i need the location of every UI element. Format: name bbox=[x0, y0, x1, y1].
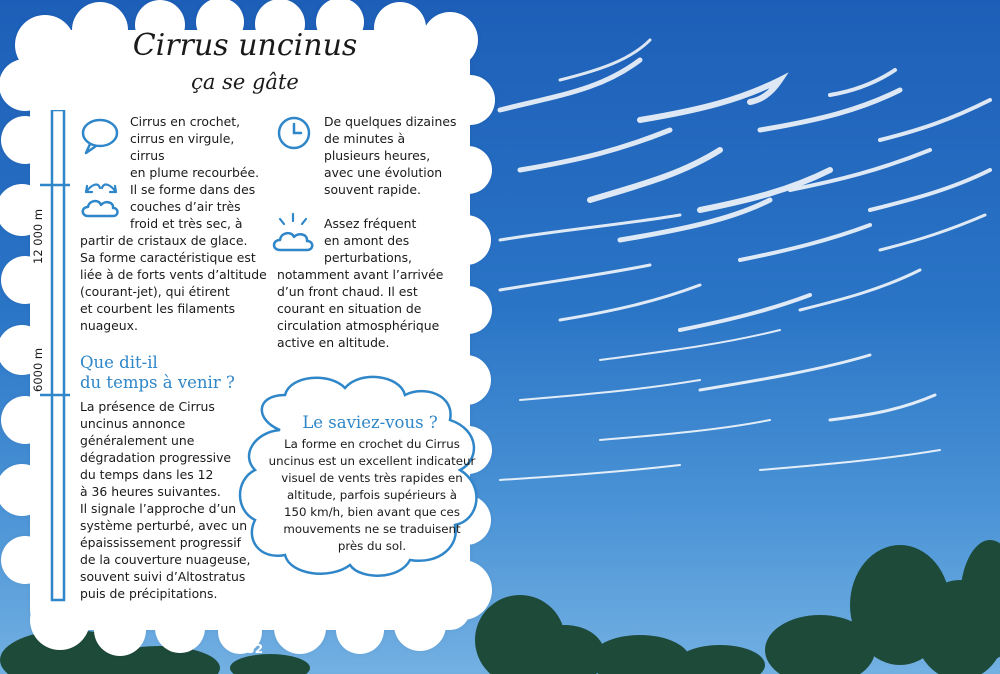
page-title: Cirrus uncinus bbox=[132, 28, 358, 63]
did-you-know-text: La forme en crochet du Cirrus uncinus est un excellent indicateur visuel de vents très rapides en altitude, parfois supérieurs à 150 km/h, bien avant que ces mouvements ne se traduisent près du sol. bbox=[268, 437, 476, 553]
altitude-label-12000: 12 000 m bbox=[31, 208, 45, 264]
did-you-know-heading: Le saviez-vous ? bbox=[302, 413, 438, 432]
duration-text: De quelques dizaines de minutes à plusieurs heures, avec une évolution souvent rapide. bbox=[324, 114, 457, 197]
description-text: Cirrus en crochet, cirrus en virgule, cirrus en plume recourbée. bbox=[130, 114, 260, 180]
formation-text: Il se forme dans des couches d’air très froid et très sec, à partir de cristaux de glace. Sa forme caractéristique est liée à de forts vents d’altitude (courant-jet), qui étirent et courbent les filaments nuageux. bbox=[80, 182, 267, 333]
forecast-text: La présence de Cirrus uncinus annonce généralement une dégradation progressive du temps dans les 12 à 36 heures suivantes. Il signale l’approche d’un système perturbé, avec un épaississement progressif de la couverture nuageuse, souvent suivi d’Altostratus puis de précipitations. bbox=[80, 399, 251, 601]
page-subtitle: ça se gâte bbox=[191, 70, 299, 94]
forecast-heading: Que dit-il du temps à venir ? bbox=[80, 353, 235, 392]
page-number: 132 bbox=[238, 642, 264, 656]
altitude-label-6000: 6000 m bbox=[31, 347, 45, 392]
frequency-text: Assez fréquent en amont des perturbations, notamment avant l’arrivée d’un front chaud. Il est courant en situation de circulation atmosphérique active en altitude. bbox=[277, 216, 444, 350]
speech-bubble-icon bbox=[80, 117, 120, 155]
clock-icon bbox=[276, 115, 312, 151]
